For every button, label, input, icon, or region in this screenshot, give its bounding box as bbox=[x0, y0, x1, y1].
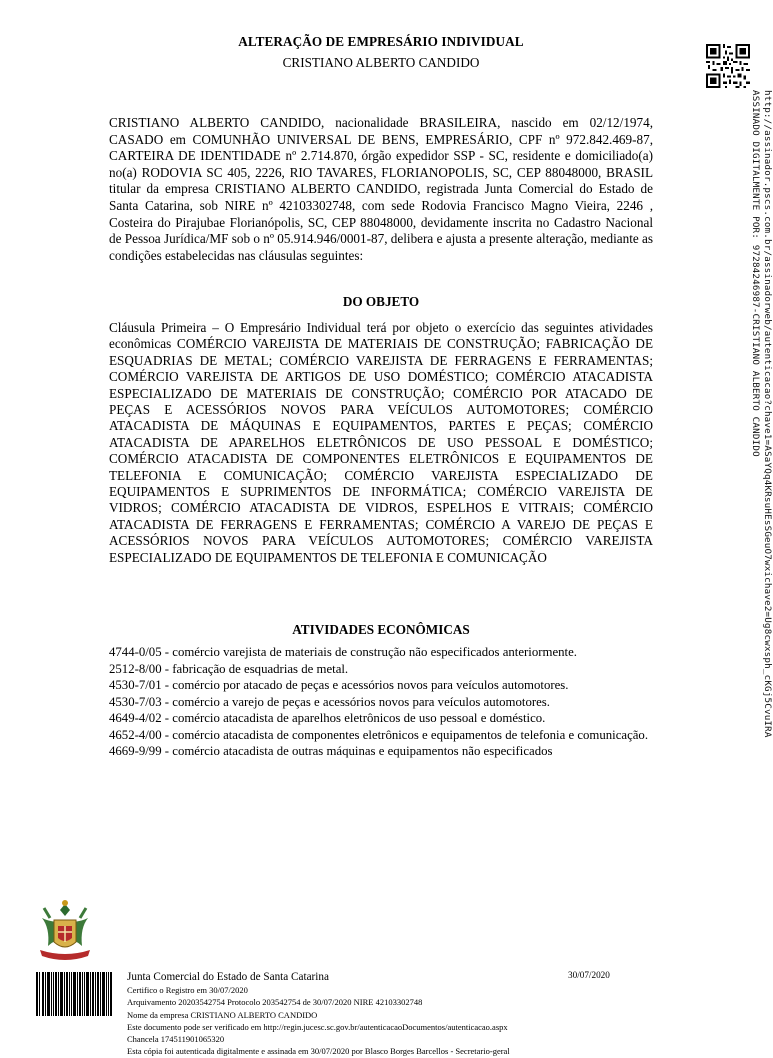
activities-list bbox=[109, 644, 654, 760]
digital-signature-margin bbox=[749, 90, 773, 738]
section-heading-object: DO OBJETO bbox=[342, 294, 420, 309]
intro-paragraph: CRISTIANO ALBERTO CANDIDO, nacionalidade BRASILEIRA, nascido em 02/12/1974, CASADO em COMUNHÃO UNIVERSAL DE BENS, EMPRESÁRIO, CPF nº 972.842.469-87, CARTEIRA DE IDENTIDADE nº 2.714.870, órgão expedidor SSP - SC, residente e domiciliado(a) no(a) RODOVIA SC 405, 2226, RIO TAVARES, FLORIANOPOLIS, SC, CEP 88048000, BRASIL titular da empresa CRISTIANO ALBERTO CANDIDO, registrada Junta Comercial do Estado de Santa Catarina, sob NIRE nº 42103302748, com sede Rodovia Francisco Magno Vieira, 2246 , Costeira do Pirajubae Florianópolis, SC, CEP 88048000, devidamente inscrita no Cadastro Nacional de Pessoa Jurídica/MF sob o nº 05.914.946/0001-87, delibera e ajusta a presente alteração, mediante as condições estabelecidas nas cláusulas seguintes: bbox=[109, 115, 653, 263]
activity-item: 4669-9/99 - comércio atacadista de outras máquinas e equipamentos não especificados bbox=[109, 744, 553, 758]
registry-name: Junta Comercial do Estado de Santa Catarina bbox=[127, 971, 329, 983]
footer-line: Chancela 174511901065320 bbox=[127, 1034, 225, 1045]
activity-item: 4652-4/00 - comércio atacadista de componentes eletrônicos e equipamentos de telefonia e comunicação. bbox=[109, 727, 649, 742]
registry-footer bbox=[127, 971, 510, 1058]
document-title: ALTERAÇÃO DE EMPRESÁRIO INDIVIDUAL bbox=[238, 34, 524, 49]
footer-line: Arquivamento 20203542754 Protocolo 203542754 de 30/07/2020 NIRE 42103302748 bbox=[127, 997, 423, 1008]
footer-verification-link[interactable]: Este documento pode ser verificado em http://regin.jucesc.sc.gov.br/autenticacaoDocumentos/autenticacao.aspx bbox=[127, 1021, 508, 1032]
footer-line: Nome da empresa CRISTIANO ALBERTO CANDIDO bbox=[127, 1009, 318, 1020]
signature-url[interactable]: http://assinador.pscs.com.br/assinadorweb/autenticacao?chave1=ASaYQq4KRsuHEsSGeuO7wxichave2=Ug8cwxsph_cKGj5CvuIRA bbox=[762, 90, 773, 738]
barcode-icon bbox=[36, 972, 112, 1016]
document-subtitle: CRISTIANO ALBERTO CANDIDO bbox=[282, 55, 480, 70]
footer-line: Certifico o Registro em 30/07/2020 bbox=[127, 985, 248, 995]
signature-signer: ASSINADO DIGITALMENTE POR: 97284246987-CRISTIANO ALBERTO CANDIDO bbox=[750, 90, 761, 457]
object-clause: Cláusula Primeira – O Empresário Individual terá por objeto o exercício das seguintes atividades econômicas COMÉRCIO VAREJISTA DE MATERIAIS DE CONSTRUÇÃO; FABRICAÇÃO DE ESQUADRIAS DE METAL; COMÉRCIO VAREJISTA DE FERRAGENS E FERRAMENTAS; COMÉRCIO VAREJISTA DE ARTIGOS DE USO DOMÉSTICO; COMÉRCIO ATACADISTA ESPECIALIZADO DE MATERIAIS DE CONSTRUÇÃO; COMÉRCIO POR ATACADO DE PEÇAS E ACESSÓRIOS NOVOS PARA VEÍCULOS AUTOMOTORES; COMÉRCIO ATACADISTA DE MÁQUINAS E EQUIPAMENTOS, PARTES E PEÇAS; COMÉRCIO ATACADISTA DE APARELHOS ELETRÔNICOS DE USO PESSOAL E DOMÉSTICO; COMÉRCIO ATACADISTA DE COMPONENTES ELETRÔNICOS E EQUIPAMENTOS DE TELEFONIA E COMUNICAÇÃO; COMÉRCIO VAREJISTA ESPECIALIZADO DE EQUIPAMENTOS E SUPRIMENTOS DE INFORMÁTICA; COMÉRCIO VAREJISTA DE VIDROS; COMÉRCIO ATACADISTA DE VIDROS, ESPELHOS E VITRAIS; COMÉRCIO ATACADISTA DE FERRAGENS E FERRAMENTAS; COMÉRCIO A VAREJO DE PEÇAS E ACESSÓRIOS NOVOS PARA VEÍCULOS AUTOMOTORES; COMÉRCIO VAREJISTA ESPECIALIZADO DE EQUIPAMENTOS DE TELEFONIA E COMUNICAÇÃO bbox=[109, 320, 653, 565]
activity-item: 2512-8/00 - fabricação de esquadrias de metal. bbox=[109, 661, 349, 676]
footer-date: 30/07/2020 bbox=[568, 970, 610, 980]
activity-item: 4530-7/01 - comércio por atacado de peças e acessórios novos para veículos automotores. bbox=[109, 678, 569, 692]
section-heading-activities: ATIVIDADES ECONÔMICAS bbox=[292, 622, 470, 637]
coat-of-arms-icon bbox=[36, 898, 94, 966]
activity-item: 4744-0/05 - comércio varejista de materiais de construção não especificados anteriormente. bbox=[109, 645, 577, 659]
qr-code-icon[interactable] bbox=[706, 44, 750, 88]
footer-line: Esta cópia foi autenticada digitalmente e assinada em 30/07/2020 por Blasco Borges Barcellos - Secretario-geral bbox=[127, 1046, 510, 1057]
activity-item: 4530-7/03 - comércio a varejo de peças e acessórios novos para veículos automotores. bbox=[109, 694, 550, 709]
activity-item: 4649-4/02 - comércio atacadista de aparelhos eletrônicos de uso pessoal e doméstico. bbox=[109, 711, 546, 725]
